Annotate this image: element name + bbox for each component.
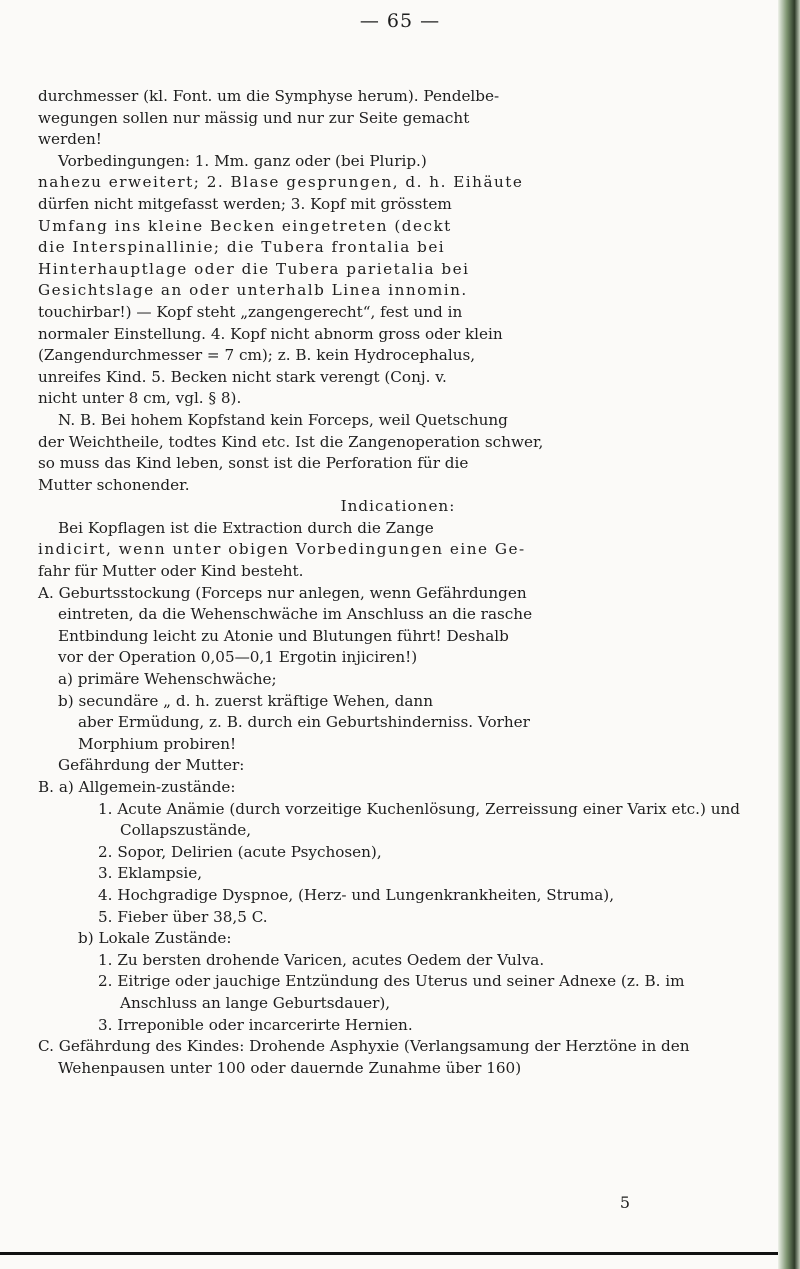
text-line: die Interspinallinie; die Tubera frontalia bei	[38, 238, 446, 257]
text-line: N. B. Bei hohem Kopfstand kein Forceps, weil Quetschung	[58, 410, 508, 429]
text-line: vor der Operation 0,05—0,1 Ergotin injiciren!)	[58, 648, 418, 667]
text-line: touchirbar!) — Kopf steht „zangengerecht“, fest und in	[38, 302, 463, 321]
text-line: der Weichtheile, todtes Kind etc. Ist die Zangenoperation schwer,	[38, 432, 544, 451]
text-line: 1. Acute Anämie (durch vorzeitige Kuchenlösung, Zerreissung einer Varix etc.) und Collapszustände,	[98, 799, 740, 840]
text-line: a) primäre Wehenschwäche;	[58, 670, 277, 689]
text-line: 2. Sopor, Delirien (acute Psychosen),	[98, 842, 382, 861]
text-line: eintreten, da die Wehenschwäche im Anschluss an die rasche	[58, 605, 533, 624]
text-line: durchmesser (kl. Font. um die Symphyse herum). Pendelbe-	[38, 87, 500, 105]
text-line: Morphium probiren!	[78, 734, 237, 753]
text-line: Mutter schonender.	[38, 475, 190, 494]
text-line: Entbindung leicht zu Atonie und Blutungen führt! Deshalb	[58, 626, 509, 645]
text-line: dürfen nicht mitgefasst werden; 3. Kopf mit grösstem	[38, 194, 452, 213]
page-bottom-rule	[0, 1252, 780, 1255]
text-line: (Zangendurchmesser = 7 cm); z. B. kein Hydrocephalus,	[38, 346, 476, 365]
text-line: normaler Einstellung. 4. Kopf nicht abnorm gross oder klein	[38, 324, 503, 343]
text-line: 3. Eklampsie,	[98, 864, 203, 883]
text-line: so muss das Kind leben, sonst ist die Perforation für die	[38, 454, 469, 473]
text-line: indicirt, wenn unter obigen Vorbedingungen eine Ge-	[38, 540, 526, 559]
text-line: wegungen sollen nur mässig und nur zur Seite gemacht	[38, 108, 470, 127]
text-line: 5. Fieber über 38,5 C.	[98, 907, 268, 926]
text-line: Bei Kopflagen ist die Extraction durch die Zange	[58, 518, 434, 537]
text-line: Umfang ins kleine Becken eingetreten (deckt	[38, 216, 452, 235]
text-line: Indicationen:	[340, 497, 456, 516]
text-line: Vorbedingungen: 1. Mm. ganz oder (bei Plurip.)	[58, 151, 427, 170]
text-line: A. Geburtsstockung (Forceps nur anlegen, wenn Gefährdungen	[38, 583, 527, 602]
text-line: Gesichtslage an oder unterhalb Linea innomin.	[38, 281, 468, 300]
text-line: C. Gefährdung des Kindes: Drohende Asphyxie (Verlangsamung der Herztöne in den Wehenpausen unter 100 oder dauernde Zunahme über 160)	[38, 1037, 690, 1077]
text-line: 2. Eitrige oder jauchige Entzündung des Uterus und seiner Adnexe (z. B. im Anschluss an lange Geburtsdauer),	[98, 972, 685, 1012]
page-number: — 65 —	[359, 10, 441, 32]
text-line: fahr für Mutter oder Kind besteht.	[38, 562, 304, 581]
text-line: 3. Irreponible oder incarcerirte Hernien.	[98, 1015, 413, 1034]
text-line: b) secundäre „ d. h. zuerst kräftige Wehen, dann	[58, 691, 433, 710]
body-text	[38, 86, 758, 1079]
text-line: 1. Zu bersten drohende Varicen, acutes Oedem der Vulva.	[98, 950, 545, 969]
book-edge	[778, 0, 800, 1269]
text-line: b) Lokale Zustände:	[78, 929, 232, 948]
text-line: nahezu erweitert; 2. Blase gesprungen, d. h. Eihäute	[38, 173, 524, 192]
signature-mark: 5	[619, 1193, 630, 1212]
text-line: B. a) Allgemein-zustände:	[38, 778, 236, 796]
text-line: aber Ermüdung, z. B. durch ein Geburtshinderniss. Vorher	[78, 713, 530, 732]
text-line: Gefährdung der Mutter:	[58, 756, 245, 775]
text-line: nicht unter 8 cm, vgl. § 8).	[38, 389, 242, 408]
text-line: 4. Hochgradige Dyspnoe, (Herz- und Lungenkrankheiten, Struma),	[98, 885, 615, 904]
text-line: Hinterhauptlage oder die Tubera parietalia bei	[38, 259, 470, 278]
text-line: unreifes Kind. 5. Becken nicht stark verengt (Conj. v.	[38, 367, 447, 386]
text-line: werden!	[38, 130, 102, 149]
